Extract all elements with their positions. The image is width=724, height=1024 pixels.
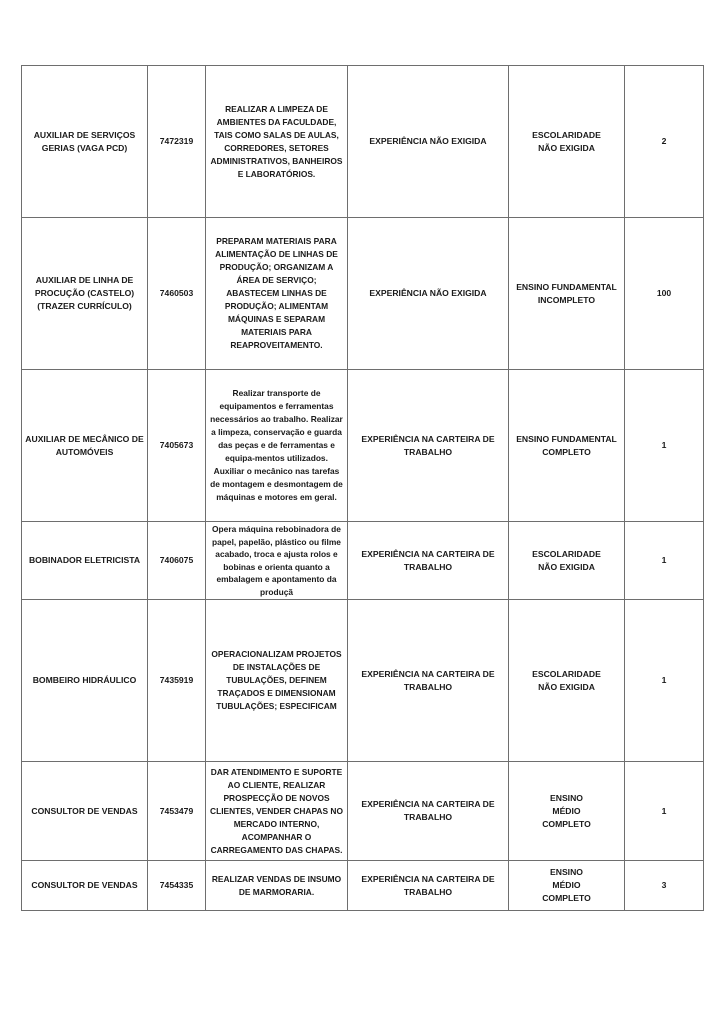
job-education: ENSINO FUNDAMENTAL COMPLETO bbox=[509, 370, 625, 522]
job-title: AUXILIAR DE SERVIÇOS GERIAS (VAGA PCD) bbox=[22, 66, 148, 218]
job-experience: EXPERIÊNCIA NA CARTEIRA DE TRABALHO bbox=[348, 370, 509, 522]
job-code: 7405673 bbox=[148, 370, 206, 522]
table-row bbox=[22, 600, 704, 762]
job-description: Opera máquina rebobinadora de papel, papelão, plástico ou filme acabado, troca e ajusta rolos e bobinas e orienta quanto a embalagem e apontamento da produçã bbox=[206, 522, 348, 600]
job-education: ENSINO FUNDAMENTAL INCOMPLETO bbox=[509, 218, 625, 370]
job-description: PREPARAM MATERIAIS PARA ALIMENTAÇÃO DE LINHAS DE PRODUÇÃO; ORGANIZAM A ÁREA DE SERVIÇO; ABASTECEM LINHAS DE PRODUÇÃO; ALIMENTAM MÁQUINAS E SEPARAM MATERIAIS PARA REAPROVEITAMENTO. bbox=[206, 218, 348, 370]
job-vacancies-table bbox=[21, 65, 704, 911]
table-row bbox=[22, 218, 704, 370]
table-row bbox=[22, 66, 704, 218]
job-quantity: 1 bbox=[625, 600, 704, 762]
job-quantity: 1 bbox=[625, 522, 704, 600]
job-title: CONSULTOR DE VENDAS bbox=[22, 861, 148, 911]
job-description: REALIZAR A LIMPEZA DE AMBIENTES DA FACULDADE, TAIS COMO SALAS DE AULAS, CORREDORES, SETORES ADMINISTRATIVOS, BANHEIROS E LABORATÓRIOS. bbox=[206, 66, 348, 218]
job-title: BOBINADOR ELETRICISTA bbox=[22, 522, 148, 600]
job-title: CONSULTOR DE VENDAS bbox=[22, 762, 148, 861]
job-title: AUXILIAR DE LINHA DE PROCUÇÃO (CASTELO) (TRAZER CURRÍCULO) bbox=[22, 218, 148, 370]
job-code: 7460503 bbox=[148, 218, 206, 370]
job-code: 7435919 bbox=[148, 600, 206, 762]
job-experience: EXPERIÊNCIA NA CARTEIRA DE TRABALHO bbox=[348, 762, 509, 861]
job-quantity: 1 bbox=[625, 370, 704, 522]
job-description: REALIZAR VENDAS DE INSUMO DE MARMORARIA. bbox=[206, 861, 348, 911]
job-quantity: 3 bbox=[625, 861, 704, 911]
job-experience: EXPERIÊNCIA NÃO EXIGIDA bbox=[348, 66, 509, 218]
job-code: 7454335 bbox=[148, 861, 206, 911]
job-experience: EXPERIÊNCIA NA CARTEIRA DE TRABALHO bbox=[348, 522, 509, 600]
table-row bbox=[22, 861, 704, 911]
job-code: 7406075 bbox=[148, 522, 206, 600]
job-education: ENSINO MÉDIO COMPLETO bbox=[509, 762, 625, 861]
job-education: ESCOLARIDADE NÃO EXIGIDA bbox=[509, 66, 625, 218]
job-title: BOMBEIRO HIDRÁULICO bbox=[22, 600, 148, 762]
job-quantity: 2 bbox=[625, 66, 704, 218]
job-experience: EXPERIÊNCIA NA CARTEIRA DE TRABALHO bbox=[348, 600, 509, 762]
job-code: 7453479 bbox=[148, 762, 206, 861]
job-description: Realizar transporte de equipamentos e ferramentas necessários ao trabalho. Realizar a limpeza, conservação e guarda das peças e de ferramentas e equipa-mentos utilizados. Auxiliar o mecânico nas tarefas de montagem e desmontagem de máquinas e motores em geral. bbox=[206, 370, 348, 522]
job-quantity: 100 bbox=[625, 218, 704, 370]
table-row bbox=[22, 370, 704, 522]
job-title: AUXILIAR DE MECÂNICO DE AUTOMÓVEIS bbox=[22, 370, 148, 522]
job-quantity: 1 bbox=[625, 762, 704, 861]
job-description: DAR ATENDIMENTO E SUPORTE AO CLIENTE, REALIZAR PROSPECÇÃO DE NOVOS CLIENTES, VENDER CHAPAS NO MERCADO INTERNO, ACOMPANHAR O CARREGAMENTO DAS CHAPAS. bbox=[206, 762, 348, 861]
job-code: 7472319 bbox=[148, 66, 206, 218]
job-experience: EXPERIÊNCIA NA CARTEIRA DE TRABALHO bbox=[348, 861, 509, 911]
job-education: ESCOLARIDADE NÃO EXIGIDA bbox=[509, 522, 625, 600]
job-education: ESCOLARIDADE NÃO EXIGIDA bbox=[509, 600, 625, 762]
job-education: ENSINO MÉDIO COMPLETO bbox=[509, 861, 625, 911]
job-description: OPERACIONALIZAM PROJETOS DE INSTALAÇÕES DE TUBULAÇÕES, DEFINEM TRAÇADOS E DIMENSIONAM TUBULAÇÕES; ESPECIFICAM bbox=[206, 600, 348, 762]
table-row bbox=[22, 522, 704, 600]
job-experience: EXPERIÊNCIA NÃO EXIGIDA bbox=[348, 218, 509, 370]
table-row bbox=[22, 762, 704, 861]
